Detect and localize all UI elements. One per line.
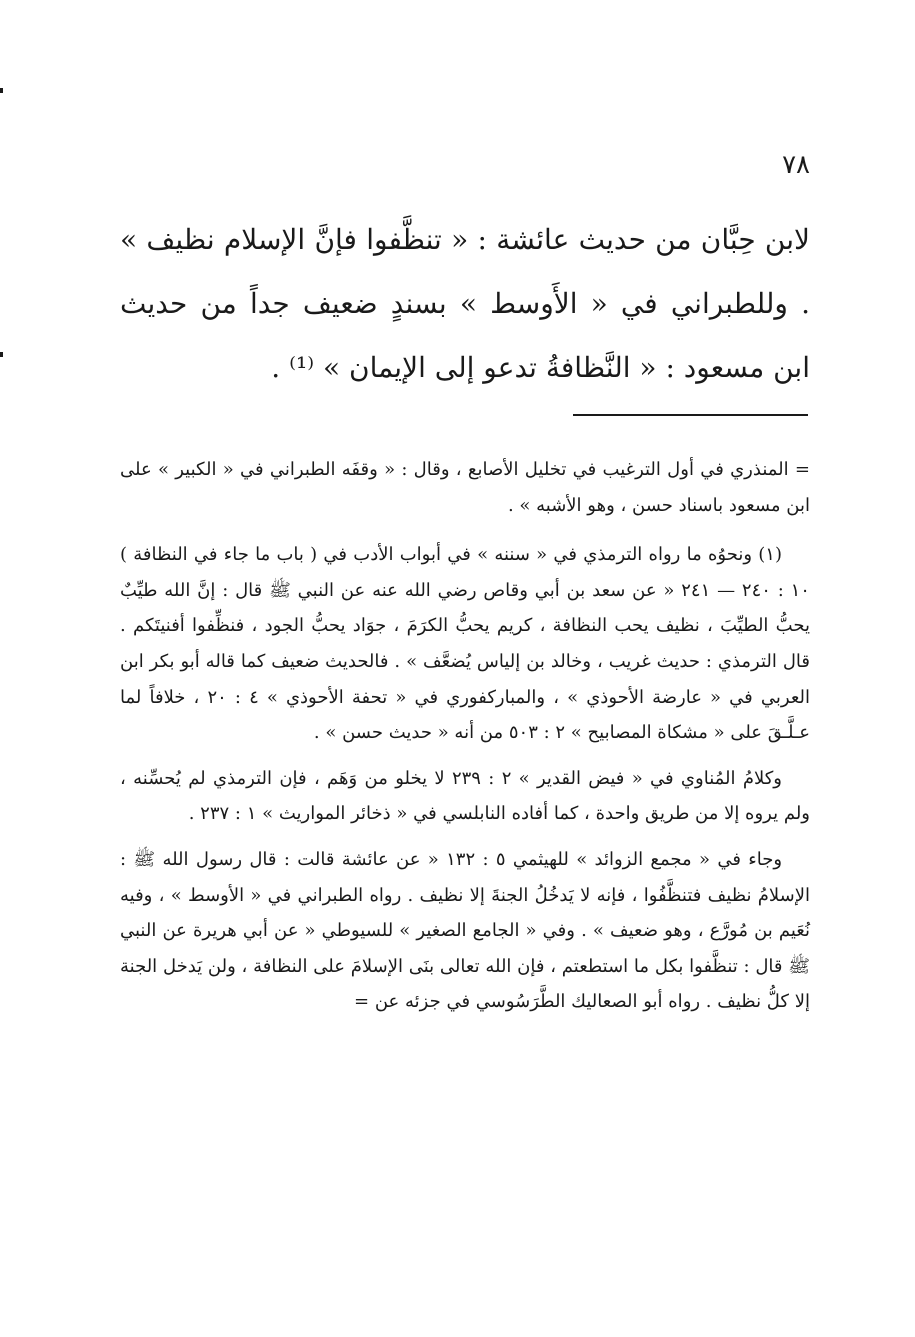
footnote-1: (١) ونحوُه ما رواه الترمذي في « سننه » في أبواب الأدب في ( باب ما جاء في النظافة ) ١٠ : ٢٤٠ — ٢٤١ « عن سعد بن أبي وقاص رضي الله عنه عن النبي ﷺ قال : إنَّ الله طيِّبٌ يحبُّ الطيِّبَ ، نظيف يحب النظافة ، كريم يحبُّ الكرَمَ ، جوَاد يحبُّ الجود ، فنظِّفوا أفنيتَكم . قال الترمذي : حديث غريب ، وخالد بن إلياس يُضعَّف » . فالحديث ضعيف كما قاله أبو بكر ابن العربي في « عارضة الأحوذي » ، والمباركفوري في « تحفة الأحوذي » ٤ : ٢٠ ، خلافاً لما عـلَّـقَ على « مشكاة المصابيح » ٢ : ٥٠٣ من أنه « حديث حسن » . xyxy=(120,544,810,744)
footnotes-section xyxy=(120,452,810,1030)
footnote-1-paragraph-2: وكلامُ المُناوي في « فيض القدير » ٢ : ٢٣٩ لا يخلو من وَهَم ، فإن الترمذي لم يُحسِّنه ، ولم يروه إلا من طريق واحدة ، كما أفاده النابلسي في « ذخائر المواريث » ١ : ٢٣٧ . xyxy=(120,767,810,825)
left-edge-mark-top xyxy=(0,88,3,93)
main-text xyxy=(120,208,810,400)
page-number: ٧٨ xyxy=(782,150,810,180)
footnote-1-paragraph-3: وجاء في « مجمع الزوائد » للهيثمي ٥ : ١٣٢ « عن عائشة قالت : قال رسول الله ﷺ : الإسلامُ نظيف فتنظَّفُوا ، فإنه لا يَدخُلُ الجنةَ إلا نظيف . رواه الطبراني في « الأوسط » ، وفيه نُعَيم بن مُورَّع ، وهو ضعيف » . وفي « الجامع الصغير » للسيوطي « عن أبي هريرة عن النبي ﷺ قال : تنظَّفوا بكل ما استطعتم ، فإن الله تعالى بنَى الإسلامَ على النظافة ، ولن يَدخل الجنة إلا كلُّ نظيف . رواه أبو الصعاليك الطَّرَسُوسي في جزئه عن = xyxy=(120,848,810,1013)
main-paragraph: لابن حِبَّان من حديث عائشة : « تنظَّفوا فإنَّ الإسلام نظيف » . وللطبراني في « الأَوسط » بسندٍ ضعيف جداً من حديث ابن مسعود : « النَّظافةُ تدعو إلى الإيمان » ⁽¹⁾ . xyxy=(120,223,810,384)
footnote-continuation: = المنذري في أول الترغيب في تخليل الأصابع ، وقال : « وقفَه الطبراني في « الكبير » على ابن مسعود باسناد حسن ، وهو الأشبه » . xyxy=(120,459,810,516)
footnote-separator xyxy=(573,414,808,416)
left-edge-mark-middle xyxy=(0,352,3,357)
